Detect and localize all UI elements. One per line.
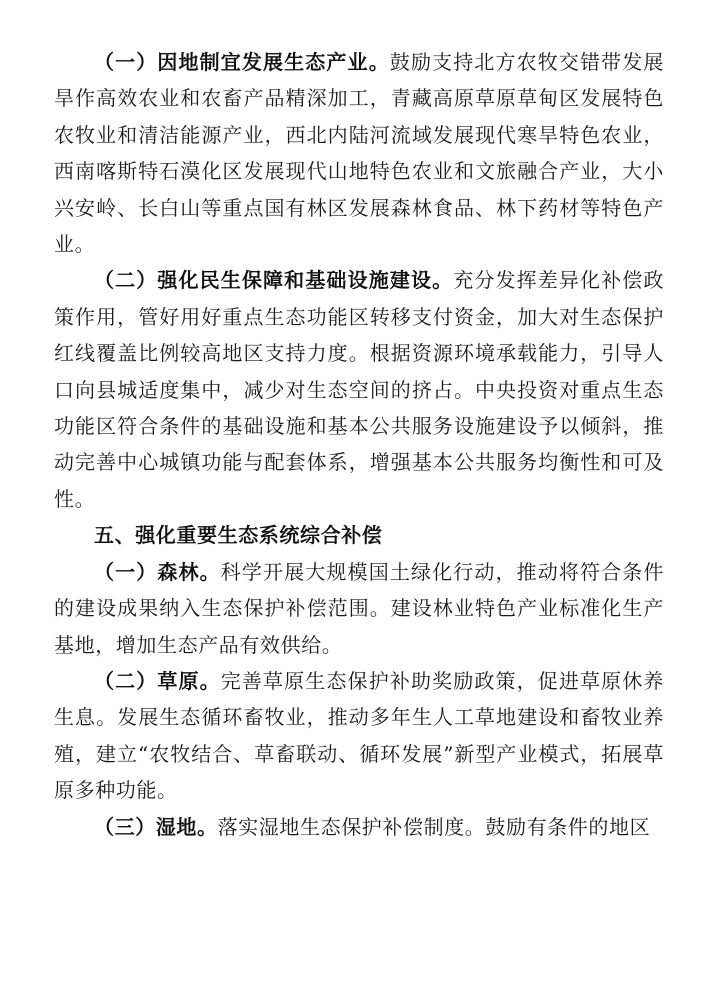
paragraph-lead: （二）强化民生保障和基础设施建设。	[94, 268, 454, 293]
paragraph-body: 科学开展大规模国土绿化行动，推动将符合条件的建设成果纳入生态保护补偿范围。建设林业特色产业标准化生产基地，增加生态产品有效供给。	[54, 559, 664, 657]
paragraph-wetland	[54, 809, 664, 845]
document-page	[54, 44, 664, 845]
paragraph-body: 鼓励支持北方农牧交错带发展旱作高效农业和农畜产品精深加工，青藏高原草原草甸区发展特色农牧业和清洁能源产业，西北内陆河流域发展现代寒旱特色农业，西南喀斯特石漠化区发展现代山地特色农业和文旅融合产业，大小兴安岭、长白山等重点国有林区发展森林食品、林下药材等特色产业。	[54, 50, 664, 257]
paragraph-forest	[54, 554, 664, 663]
paragraph-livelihood-infrastructure	[54, 262, 664, 517]
paragraph-lead: （二）草原。	[94, 668, 221, 693]
paragraph-grassland	[54, 663, 664, 809]
paragraph-body: 落实湿地生态保护补偿制度。鼓励有条件的地区	[217, 814, 651, 839]
paragraph-lead: （一）因地制宜发展生态产业。	[94, 50, 390, 74]
paragraph-ecological-industry	[54, 44, 664, 262]
section-heading: 五、强化重要生态系统综合补偿	[94, 523, 383, 548]
paragraph-lead: （一）森林。	[94, 559, 221, 584]
paragraph-body: 完善草原生态保护补助奖励政策，促进草原休养生息。发展生态循环畜牧业，推动多年生人工草地建设和畜牧业养殖，建立“农牧结合、草畜联动、循环发展”新型产业模式，拓展草原多种功能。	[54, 668, 664, 803]
paragraph-body: 充分发挥差异化补偿政策作用，管好用好重点生态功能区转移支付资金，加大对生态保护红线覆盖比例较高地区支持力度。根据资源环境承载能力，引导人口向县城适度集中，减少对生态空间的挤占。中央投资对重点生态功能区符合条件的基础设施和基本公共服务设施建设予以倾斜，推动完善中心城镇功能与配套体系，增强基本公共服务均衡性和可及性。	[54, 268, 665, 511]
paragraph-lead: （三）湿地。	[94, 814, 218, 839]
